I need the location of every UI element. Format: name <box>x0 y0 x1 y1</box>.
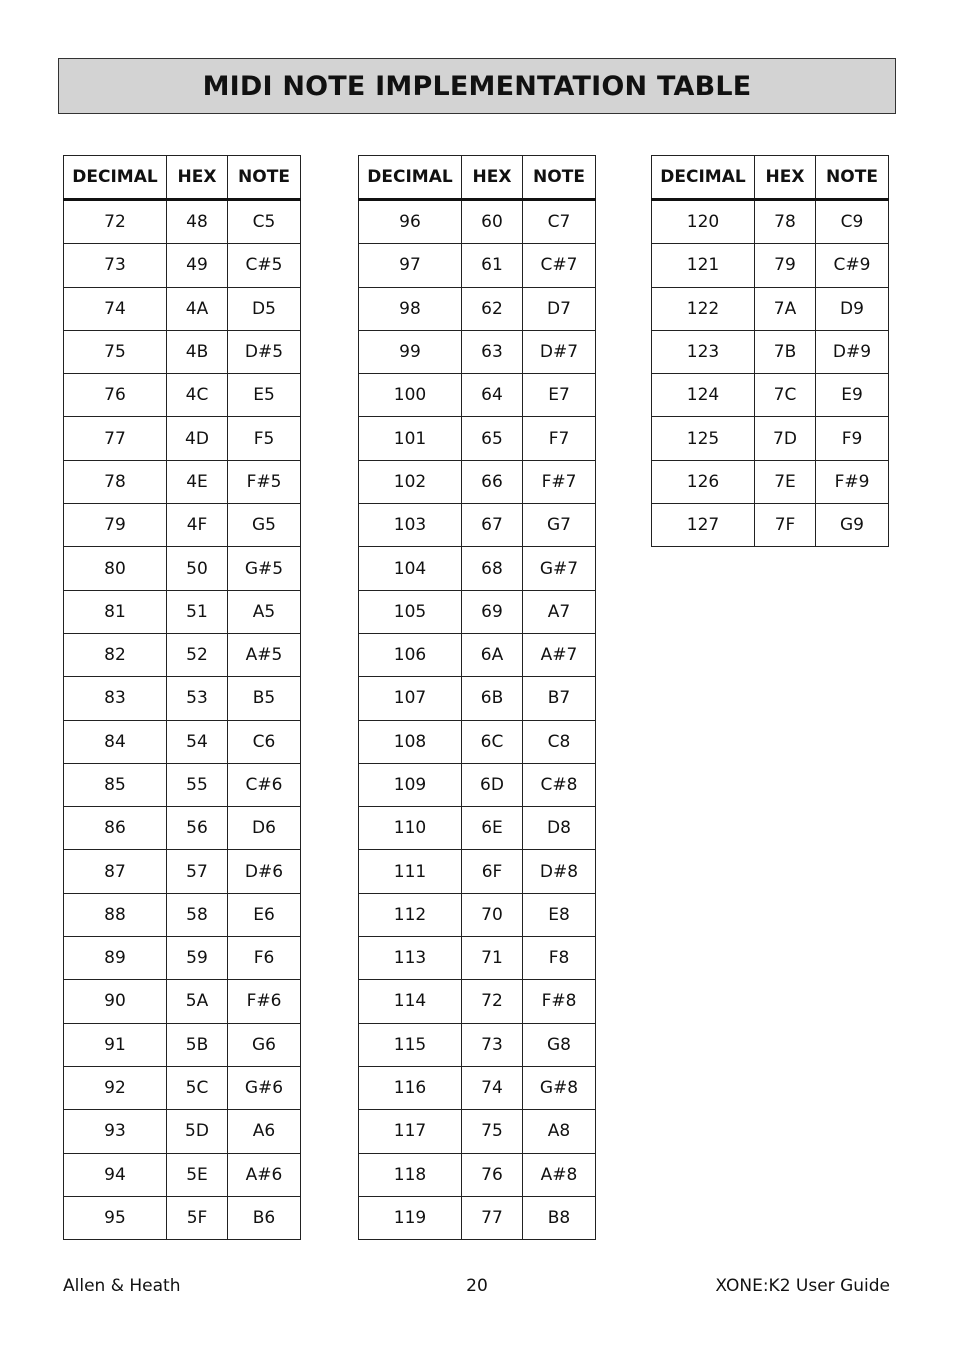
cell-hex: 5D <box>167 1110 228 1153</box>
cell-hex: 71 <box>462 937 523 980</box>
cell-note: F7 <box>523 417 596 460</box>
table-row <box>64 720 301 763</box>
table-row <box>64 850 301 893</box>
cell-decimal: 115 <box>359 1023 462 1066</box>
cell-hex: 53 <box>167 677 228 720</box>
table-row <box>64 807 301 850</box>
table-row <box>652 244 889 287</box>
cell-note: F#9 <box>816 460 889 503</box>
cell-note: G#8 <box>523 1066 596 1109</box>
cell-note: F9 <box>816 417 889 460</box>
table-row <box>359 200 596 244</box>
cell-decimal: 97 <box>359 244 462 287</box>
cell-note: E8 <box>523 893 596 936</box>
cell-note: D#8 <box>523 850 596 893</box>
cell-hex: 7D <box>755 417 816 460</box>
table-row <box>64 1196 301 1239</box>
cell-hex: 79 <box>755 244 816 287</box>
cell-note: E9 <box>816 374 889 417</box>
table-row <box>64 633 301 676</box>
table-row <box>359 893 596 936</box>
cell-hex: 58 <box>167 893 228 936</box>
cell-decimal: 94 <box>64 1153 167 1196</box>
header-note: NOTE <box>523 156 596 200</box>
midi-note-table-3 <box>651 155 889 547</box>
cell-hex: 61 <box>462 244 523 287</box>
cell-decimal: 73 <box>64 244 167 287</box>
cell-note: A8 <box>523 1110 596 1153</box>
cell-decimal: 119 <box>359 1196 462 1239</box>
cell-hex: 59 <box>167 937 228 980</box>
table-row <box>359 807 596 850</box>
cell-note: F8 <box>523 937 596 980</box>
cell-hex: 49 <box>167 244 228 287</box>
table-row <box>652 374 889 417</box>
cell-decimal: 118 <box>359 1153 462 1196</box>
cell-decimal: 93 <box>64 1110 167 1153</box>
cell-hex: 67 <box>462 504 523 547</box>
cell-hex: 4B <box>167 330 228 373</box>
table-row <box>652 330 889 373</box>
cell-hex: 68 <box>462 547 523 590</box>
cell-hex: 7E <box>755 460 816 503</box>
cell-decimal: 111 <box>359 850 462 893</box>
cell-decimal: 80 <box>64 547 167 590</box>
cell-note: B5 <box>228 677 301 720</box>
cell-hex: 76 <box>462 1153 523 1196</box>
table-row <box>64 1153 301 1196</box>
cell-note: D#6 <box>228 850 301 893</box>
cell-decimal: 89 <box>64 937 167 980</box>
table-row <box>652 287 889 330</box>
cell-decimal: 109 <box>359 763 462 806</box>
cell-hex: 6D <box>462 763 523 806</box>
cell-note: A#8 <box>523 1153 596 1196</box>
title-banner <box>58 58 896 114</box>
cell-decimal: 75 <box>64 330 167 373</box>
table-row <box>64 677 301 720</box>
cell-decimal: 121 <box>652 244 755 287</box>
cell-hex: 5F <box>167 1196 228 1239</box>
cell-decimal: 102 <box>359 460 462 503</box>
cell-hex: 5B <box>167 1023 228 1066</box>
table-row <box>359 460 596 503</box>
cell-hex: 50 <box>167 547 228 590</box>
cell-note: C7 <box>523 200 596 244</box>
table-row <box>359 1023 596 1066</box>
table-row <box>359 590 596 633</box>
cell-note: A7 <box>523 590 596 633</box>
table-row <box>64 504 301 547</box>
cell-hex: 7F <box>755 504 816 547</box>
cell-hex: 57 <box>167 850 228 893</box>
midi-note-table-2 <box>358 155 596 1240</box>
cell-note: D5 <box>228 287 301 330</box>
cell-hex: 65 <box>462 417 523 460</box>
cell-decimal: 103 <box>359 504 462 547</box>
table-row <box>359 1196 596 1239</box>
cell-note: D#7 <box>523 330 596 373</box>
table-row <box>359 547 596 590</box>
cell-note: B8 <box>523 1196 596 1239</box>
cell-hex: 56 <box>167 807 228 850</box>
cell-note: A6 <box>228 1110 301 1153</box>
cell-note: G9 <box>816 504 889 547</box>
cell-decimal: 85 <box>64 763 167 806</box>
cell-hex: 7A <box>755 287 816 330</box>
cell-decimal: 116 <box>359 1066 462 1109</box>
table-row <box>359 763 596 806</box>
cell-note: D8 <box>523 807 596 850</box>
cell-note: F#8 <box>523 980 596 1023</box>
table-row <box>64 937 301 980</box>
cell-decimal: 99 <box>359 330 462 373</box>
cell-note: G6 <box>228 1023 301 1066</box>
table-row <box>359 720 596 763</box>
cell-hex: 4E <box>167 460 228 503</box>
table-header-row <box>359 156 596 200</box>
table-row <box>359 937 596 980</box>
cell-decimal: 122 <box>652 287 755 330</box>
table-row <box>64 893 301 936</box>
cell-hex: 6A <box>462 633 523 676</box>
cell-note: G#7 <box>523 547 596 590</box>
cell-decimal: 86 <box>64 807 167 850</box>
table-row <box>359 374 596 417</box>
cell-decimal: 104 <box>359 547 462 590</box>
table-row <box>652 504 889 547</box>
footer-company: Allen & Heath <box>63 1276 181 1296</box>
cell-note: F#5 <box>228 460 301 503</box>
table-row <box>64 1023 301 1066</box>
table-row <box>64 287 301 330</box>
cell-hex: 75 <box>462 1110 523 1153</box>
cell-hex: 4F <box>167 504 228 547</box>
cell-decimal: 114 <box>359 980 462 1023</box>
table-row <box>652 417 889 460</box>
header-note: NOTE <box>816 156 889 200</box>
cell-decimal: 110 <box>359 807 462 850</box>
cell-note: A#6 <box>228 1153 301 1196</box>
cell-hex: 70 <box>462 893 523 936</box>
cell-note: C9 <box>816 200 889 244</box>
cell-hex: 78 <box>755 200 816 244</box>
cell-decimal: 107 <box>359 677 462 720</box>
table-row <box>64 763 301 806</box>
table-row <box>64 980 301 1023</box>
cell-note: C#5 <box>228 244 301 287</box>
cell-hex: 73 <box>462 1023 523 1066</box>
cell-hex: 6E <box>462 807 523 850</box>
cell-note: F#7 <box>523 460 596 503</box>
cell-hex: 52 <box>167 633 228 676</box>
cell-note: G7 <box>523 504 596 547</box>
cell-note: D#9 <box>816 330 889 373</box>
cell-hex: 4A <box>167 287 228 330</box>
cell-decimal: 95 <box>64 1196 167 1239</box>
cell-hex: 48 <box>167 200 228 244</box>
cell-decimal: 113 <box>359 937 462 980</box>
cell-decimal: 90 <box>64 980 167 1023</box>
cell-hex: 4C <box>167 374 228 417</box>
table-row <box>359 504 596 547</box>
cell-hex: 60 <box>462 200 523 244</box>
cell-hex: 5C <box>167 1066 228 1109</box>
cell-hex: 7B <box>755 330 816 373</box>
cell-decimal: 77 <box>64 417 167 460</box>
table-row <box>64 417 301 460</box>
header-decimal: DECIMAL <box>652 156 755 200</box>
cell-hex: 54 <box>167 720 228 763</box>
cell-decimal: 88 <box>64 893 167 936</box>
footer-page-number: 20 <box>466 1276 488 1296</box>
cell-note: C#7 <box>523 244 596 287</box>
cell-hex: 4D <box>167 417 228 460</box>
cell-note: B6 <box>228 1196 301 1239</box>
cell-note: D7 <box>523 287 596 330</box>
cell-hex: 5A <box>167 980 228 1023</box>
cell-decimal: 127 <box>652 504 755 547</box>
cell-note: C#6 <box>228 763 301 806</box>
midi-note-table-1 <box>63 155 301 1240</box>
table-row <box>359 980 596 1023</box>
header-hex: HEX <box>462 156 523 200</box>
table-row <box>652 200 889 244</box>
table-row <box>64 330 301 373</box>
cell-hex: 72 <box>462 980 523 1023</box>
cell-decimal: 108 <box>359 720 462 763</box>
cell-hex: 69 <box>462 590 523 633</box>
cell-decimal: 112 <box>359 893 462 936</box>
cell-note: C8 <box>523 720 596 763</box>
table-row <box>64 1066 301 1109</box>
cell-decimal: 126 <box>652 460 755 503</box>
cell-hex: 6C <box>462 720 523 763</box>
header-decimal: DECIMAL <box>359 156 462 200</box>
cell-note: C6 <box>228 720 301 763</box>
cell-decimal: 105 <box>359 590 462 633</box>
cell-decimal: 124 <box>652 374 755 417</box>
table-row <box>359 244 596 287</box>
cell-decimal: 100 <box>359 374 462 417</box>
cell-note: E5 <box>228 374 301 417</box>
cell-decimal: 84 <box>64 720 167 763</box>
cell-decimal: 120 <box>652 200 755 244</box>
cell-note: E6 <box>228 893 301 936</box>
page-title: MIDI NOTE IMPLEMENTATION TABLE <box>202 70 752 102</box>
cell-note: G#5 <box>228 547 301 590</box>
table-row <box>359 633 596 676</box>
table-header-row <box>64 156 301 200</box>
cell-decimal: 106 <box>359 633 462 676</box>
cell-decimal: 117 <box>359 1110 462 1153</box>
cell-hex: 77 <box>462 1196 523 1239</box>
cell-decimal: 87 <box>64 850 167 893</box>
cell-note: A#5 <box>228 633 301 676</box>
cell-hex: 6F <box>462 850 523 893</box>
table-row <box>359 1066 596 1109</box>
cell-decimal: 78 <box>64 460 167 503</box>
cell-decimal: 101 <box>359 417 462 460</box>
cell-decimal: 74 <box>64 287 167 330</box>
cell-decimal: 82 <box>64 633 167 676</box>
cell-hex: 5E <box>167 1153 228 1196</box>
cell-decimal: 96 <box>359 200 462 244</box>
table-row <box>64 200 301 244</box>
cell-note: G8 <box>523 1023 596 1066</box>
cell-note: F5 <box>228 417 301 460</box>
cell-hex: 66 <box>462 460 523 503</box>
cell-decimal: 81 <box>64 590 167 633</box>
cell-hex: 51 <box>167 590 228 633</box>
cell-decimal: 125 <box>652 417 755 460</box>
cell-decimal: 83 <box>64 677 167 720</box>
cell-hex: 6B <box>462 677 523 720</box>
cell-decimal: 92 <box>64 1066 167 1109</box>
cell-note: B7 <box>523 677 596 720</box>
cell-note: F6 <box>228 937 301 980</box>
table-row <box>359 330 596 373</box>
table-row <box>64 244 301 287</box>
cell-note: A5 <box>228 590 301 633</box>
footer-document-title: XONE:K2 User Guide <box>715 1276 890 1296</box>
cell-decimal: 79 <box>64 504 167 547</box>
table-row <box>359 417 596 460</box>
cell-note: G#6 <box>228 1066 301 1109</box>
cell-decimal: 76 <box>64 374 167 417</box>
table-row <box>359 850 596 893</box>
cell-note: C#8 <box>523 763 596 806</box>
cell-hex: 62 <box>462 287 523 330</box>
header-note: NOTE <box>228 156 301 200</box>
table-row <box>64 374 301 417</box>
cell-note: D#5 <box>228 330 301 373</box>
cell-hex: 7C <box>755 374 816 417</box>
cell-note: C#9 <box>816 244 889 287</box>
table-row <box>359 1153 596 1196</box>
cell-decimal: 98 <box>359 287 462 330</box>
table-header-row <box>652 156 889 200</box>
cell-decimal: 91 <box>64 1023 167 1066</box>
table-row <box>359 677 596 720</box>
table-row <box>652 460 889 503</box>
cell-note: D6 <box>228 807 301 850</box>
table-row <box>359 287 596 330</box>
cell-hex: 64 <box>462 374 523 417</box>
header-decimal: DECIMAL <box>64 156 167 200</box>
cell-decimal: 123 <box>652 330 755 373</box>
cell-note: D9 <box>816 287 889 330</box>
cell-note: E7 <box>523 374 596 417</box>
header-hex: HEX <box>755 156 816 200</box>
table-row <box>64 1110 301 1153</box>
cell-note: A#7 <box>523 633 596 676</box>
cell-hex: 74 <box>462 1066 523 1109</box>
cell-hex: 63 <box>462 330 523 373</box>
table-row <box>64 460 301 503</box>
cell-note: F#6 <box>228 980 301 1023</box>
table-row <box>359 1110 596 1153</box>
cell-hex: 55 <box>167 763 228 806</box>
header-hex: HEX <box>167 156 228 200</box>
cell-decimal: 72 <box>64 200 167 244</box>
cell-note: G5 <box>228 504 301 547</box>
table-row <box>64 547 301 590</box>
table-row <box>64 590 301 633</box>
cell-note: C5 <box>228 200 301 244</box>
